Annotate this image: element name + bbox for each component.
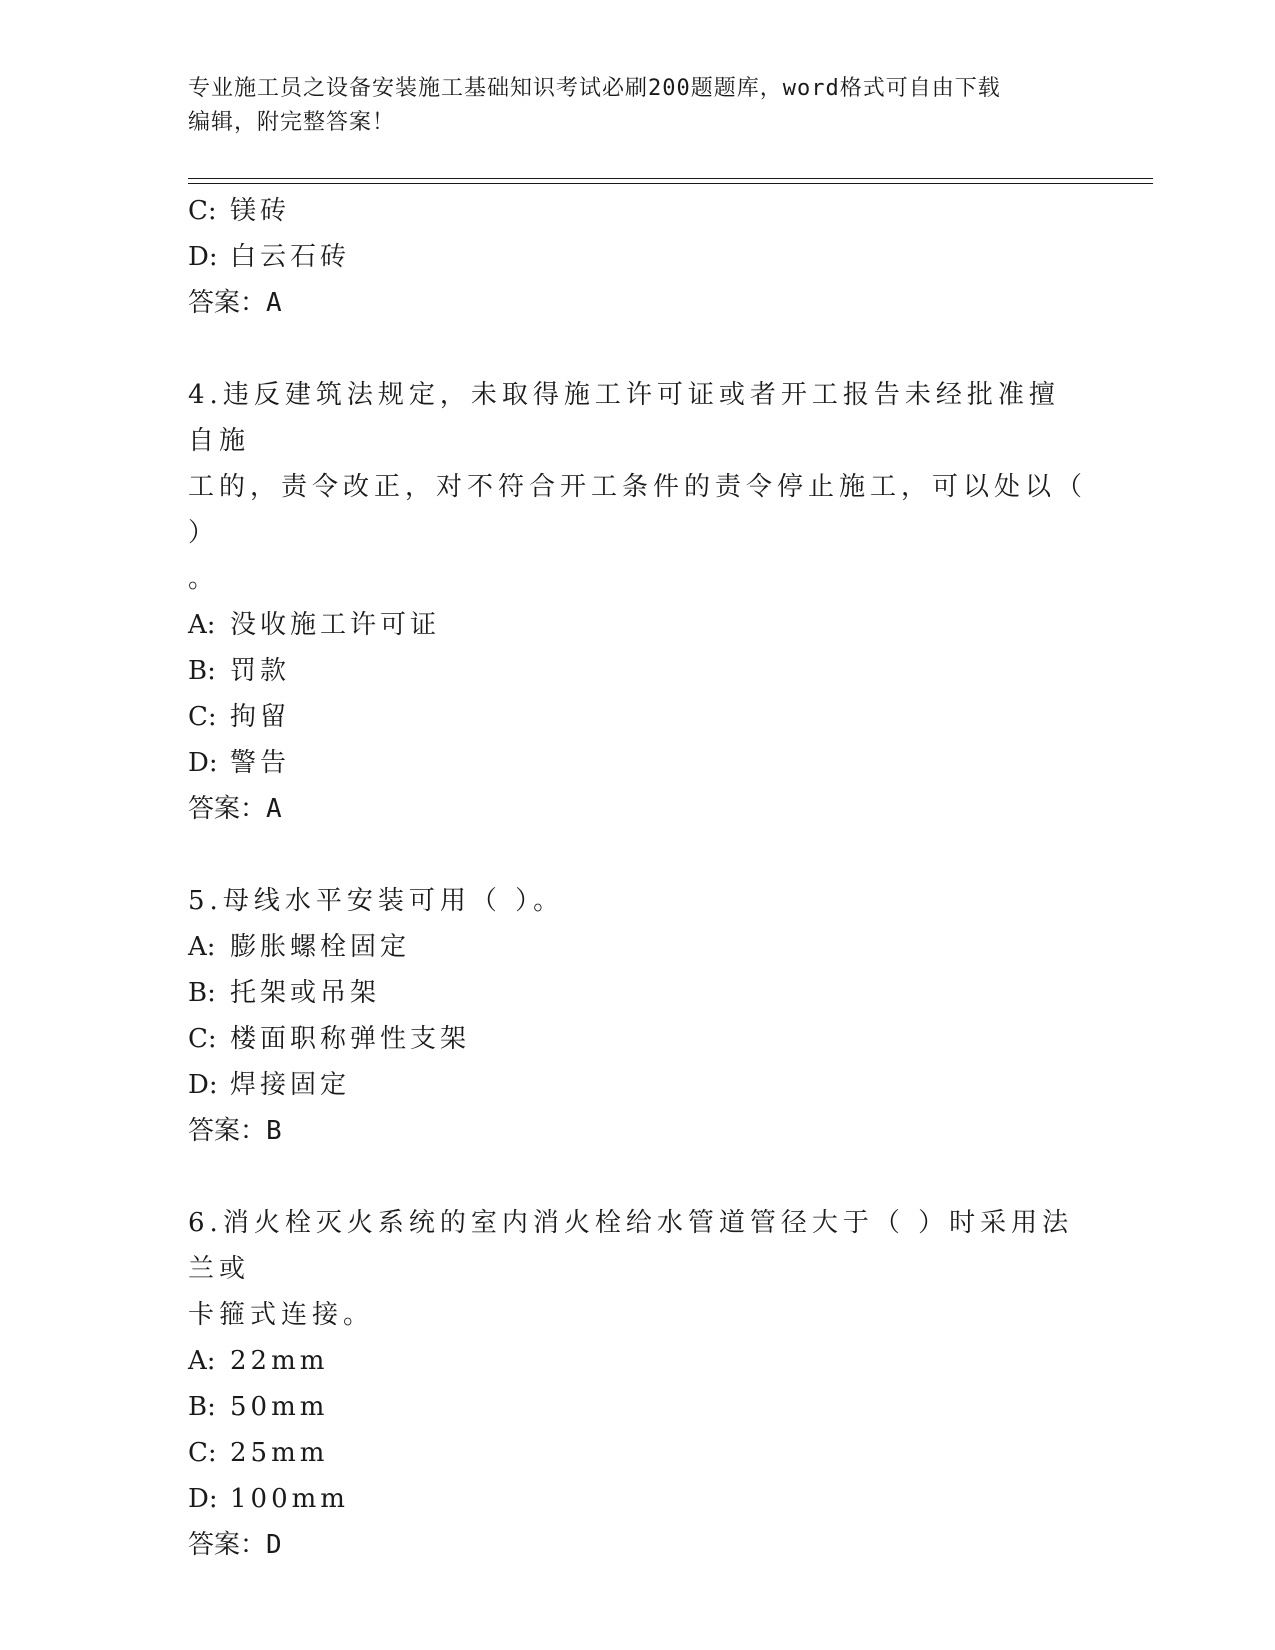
question-line (188, 372, 1088, 464)
question-line-text: 消火栓灭火系统的室内消火栓给水管道管径大于（ ）时采用法兰或 (188, 1208, 1074, 1284)
option-text: 100mm (230, 1484, 349, 1514)
question-line-text: 母线水平安装可用（ ）。 (222, 886, 565, 916)
question-line: 卡箍式连接。 (188, 1300, 375, 1330)
spacer (188, 1154, 1088, 1200)
answer-line: 答案：D (188, 1530, 282, 1560)
option-key: D: (188, 242, 218, 272)
header-line-1: 专业施工员之设备安装施工基础知识考试必刷200题题库，word格式可自由下载 (188, 76, 1001, 101)
question-number: 5. (188, 886, 223, 916)
question-5 (188, 878, 1088, 1154)
header-divider-bottom (188, 183, 1153, 184)
question-line (188, 878, 1088, 924)
spacer (188, 326, 1088, 372)
option-text: 楼面职称弹性支架 (230, 1024, 471, 1054)
question-text (188, 878, 1088, 924)
option-key: B: (188, 1392, 216, 1422)
option-text: 镁砖 (230, 196, 291, 226)
option-d (188, 740, 1088, 786)
question-text (188, 1200, 1088, 1338)
document-header (188, 72, 1088, 140)
question-text (188, 372, 1088, 602)
option-text: 50mm (230, 1392, 329, 1422)
option-text: 膨胀螺栓固定 (230, 932, 411, 962)
option-text: 罚款 (230, 656, 291, 686)
option-key: C: (188, 196, 217, 226)
option-text: 焊接固定 (230, 1070, 351, 1100)
option-key: B: (188, 978, 216, 1008)
option-key: A: (188, 1346, 216, 1376)
option-key: D: (188, 748, 218, 778)
option-text: 25mm (230, 1438, 329, 1468)
question-line-text: 违反建筑法规定，未取得施工许可证或者开工报告未经批准擅自施 (188, 380, 1060, 456)
option-a (188, 1338, 1088, 1384)
option-text: 托架或吊架 (230, 978, 381, 1008)
question-line: 。 (188, 564, 220, 594)
answer-line: 答案：A (188, 794, 282, 824)
question-number: 4. (188, 380, 223, 410)
option-b (188, 970, 1088, 1016)
option-key: C: (188, 702, 217, 732)
option-b (188, 1384, 1088, 1430)
header-divider-top (188, 178, 1153, 179)
option-text: 22mm (230, 1346, 329, 1376)
option-c (188, 188, 1088, 234)
option-d (188, 1062, 1088, 1108)
option-text: 白云石砖 (230, 242, 351, 272)
option-c (188, 1430, 1088, 1476)
option-c (188, 694, 1088, 740)
header-line-2: 编辑，附完整答案！ (188, 110, 396, 135)
question-fragment (188, 188, 1088, 326)
option-a (188, 924, 1088, 970)
option-key: B: (188, 656, 216, 686)
option-key: D: (188, 1484, 218, 1514)
option-a (188, 602, 1088, 648)
option-c (188, 1016, 1088, 1062)
option-b (188, 648, 1088, 694)
question-line (188, 1200, 1088, 1292)
question-number: 6. (188, 1208, 223, 1238)
option-d (188, 1476, 1088, 1522)
option-key: D: (188, 1070, 218, 1100)
answer-line: 答案：B (188, 1116, 282, 1146)
option-key: C: (188, 1438, 217, 1468)
answer-line: 答案：A (188, 288, 282, 318)
option-text: 拘留 (230, 702, 291, 732)
document-body (188, 188, 1088, 1568)
option-key: A: (188, 932, 216, 962)
question-line: 工的，责令改正，对不符合开工条件的责令停止施工，可以处以（ ） (188, 472, 1088, 548)
option-d (188, 234, 1088, 280)
spacer (188, 832, 1088, 878)
option-text: 警告 (230, 748, 291, 778)
option-key: A: (188, 610, 216, 640)
question-6 (188, 1200, 1088, 1568)
option-text: 没收施工许可证 (230, 610, 441, 640)
option-key: C: (188, 1024, 217, 1054)
question-4 (188, 372, 1088, 832)
